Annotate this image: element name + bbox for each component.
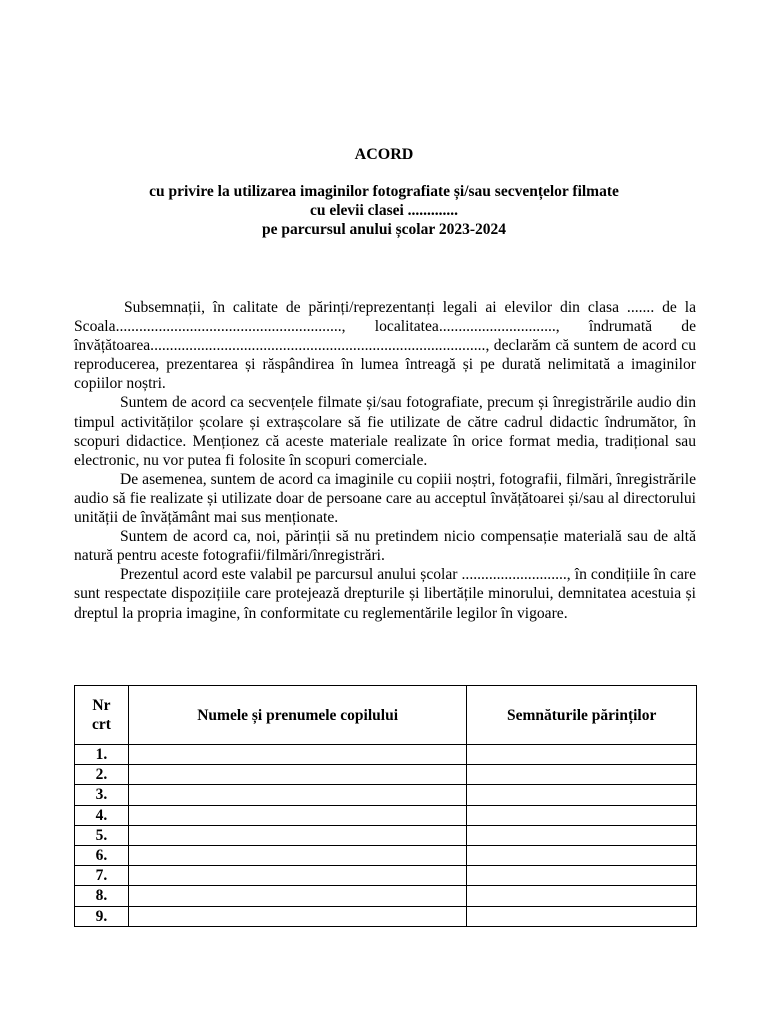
child-name-cell[interactable] [128,765,466,785]
child-name-cell[interactable] [128,745,466,765]
row-number: 4. [75,805,129,825]
signature-cell[interactable] [467,886,697,906]
header-nr-crt: Nr crt [75,686,129,745]
row-number: 8. [75,886,129,906]
paragraph-authorized-persons: De asemenea, suntem de acord ca imaginile cu copiii noștri, fotografii, filmări, înregistrările audio să fie realizate și utilizate doar de persoane care au acceptul învățătoarei și/sau al directorului unității de învățământ mai sus menționate. [74,470,696,527]
document-title: ACORD [354,146,414,163]
document-body [74,298,696,623]
subtitle-line: pe parcursul anului școlar 2023-2024 [261,221,506,238]
table-row [75,765,697,785]
signature-table [74,685,697,927]
child-name-cell[interactable] [128,866,466,886]
table-row [75,785,697,805]
table-row [75,845,697,865]
signature-cell[interactable] [467,845,697,865]
header-child-name: Numele și prenumele copilului [128,686,466,745]
signature-cell[interactable] [467,765,697,785]
signature-cell[interactable] [467,866,697,886]
signature-cell[interactable] [467,906,697,926]
row-number: 7. [75,866,129,886]
table-row [75,886,697,906]
signature-cell[interactable] [467,825,697,845]
signature-cell[interactable] [467,745,697,765]
table-row [75,745,697,765]
table-header-row [75,686,697,745]
child-name-cell[interactable] [128,845,466,865]
signature-cell[interactable] [467,785,697,805]
row-number: 2. [75,765,129,785]
paragraph-compensation: Suntem de acord ca, noi, părinții să nu pretindem nicio compensație materială sau de altă natură pentru aceste fotografii/filmări/înregistrări. [74,528,696,565]
table-row [75,906,697,926]
subtitle-line: cu privire la utilizarea imaginilor fotografiate și/sau secvențelor filmate [149,183,619,200]
table-row [75,805,697,825]
table-row [75,825,697,845]
child-name-cell[interactable] [128,805,466,825]
paragraph-validity: Prezentul acord este valabil pe parcursul anului școlar ..........................., în condițiile în care sunt respectate dispozițiile care protejează drepturile și libertățile minorului, demnitatea acestuia și dreptul la propria imagine, în conformitate cu reglementările legilor în vigoare. [74,566,696,622]
subtitle-line: cu elevii clasei ............. [309,202,459,219]
child-name-cell[interactable] [128,785,466,805]
child-name-cell[interactable] [128,886,466,906]
row-number: 3. [75,785,129,805]
paragraph-usage: Suntem de acord ca secvențele filmate și/sau fotografiate, precum și înregistrările audio din timpul activităților școlare și extrașcolare să fie utilizate de către cadrul didactic îndrumător, în scopuri didactice. Menționez că aceste materiale realizate în orice format media, tradițional sau electronic, nu vor putea fi folosite în scopuri comerciale. [74,394,696,469]
table-row [75,866,697,886]
row-number: 6. [75,845,129,865]
child-name-cell[interactable] [128,906,466,926]
header-parent-signatures: Semnăturile părinților [467,686,697,745]
row-number: 9. [75,906,129,926]
child-name-cell[interactable] [128,825,466,845]
document-subtitle [0,182,768,239]
row-number: 1. [75,745,129,765]
paragraph-declaration: Subsemnații, în calitate de părinți/reprezentanți legali ai elevilor din clasa ....... de la Scoala.........................................................., localitatea.............................., îndrumată de învățătoarea......................................................................................, declarăm că suntem de acord cu reproducerea, prezentarea și răspândirea în lumea întreagă și pe durată nelimitată a imaginilor copiilor noștri. [74,299,696,393]
signature-cell[interactable] [467,805,697,825]
row-number: 5. [75,825,129,845]
